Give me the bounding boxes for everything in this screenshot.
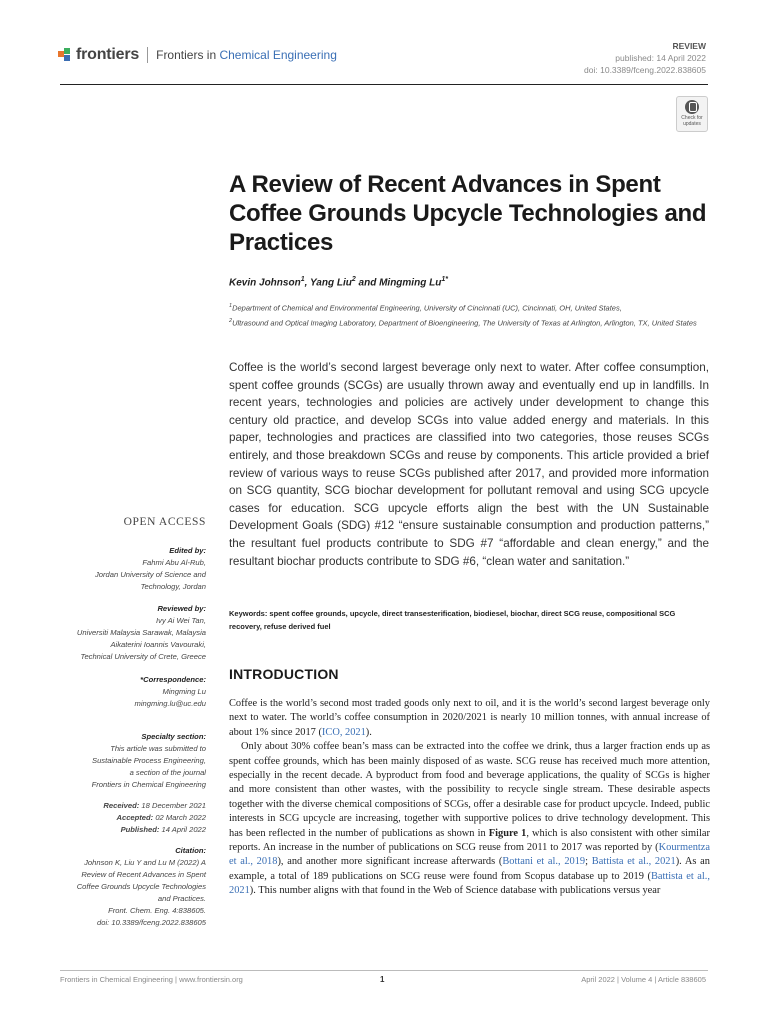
reviewer-line: Technical University of Crete, Greece [80, 652, 206, 661]
footer-journal[interactable]: Frontiers in Chemical Engineering | www.frontiersin.org [60, 975, 243, 984]
brand-name: frontiers [76, 46, 140, 63]
specialty-block [40, 731, 206, 791]
journal-name [156, 48, 337, 62]
affiliation: Department of Chemical and Environmental Engineering, University of Cincinnati (UC), Cincinnati, OH, United States, [232, 303, 622, 313]
specialty-line: a section of the journal [129, 768, 206, 777]
affiliation: Ultrasound and Optical Imaging Laboratory, Department of Bioengineering, The University of Texas at Arlington, Arlington, TX, United States [232, 318, 697, 327]
frontiers-logo-icon [58, 48, 72, 62]
citation-doi[interactable]: doi: 10.3389/fceng.2022.838605 [97, 918, 206, 927]
check-for-updates-badge[interactable] [676, 96, 708, 132]
citation-line: Johnson K, Liu Y and Lu M (2022) A [84, 858, 206, 867]
badge-label: Check for updates [681, 115, 703, 127]
affiliations [229, 300, 719, 329]
reviewer-line: Aikaterini Ioannis Vavouraki, [110, 640, 206, 649]
specialty-label: Specialty section: [141, 732, 206, 741]
affil-sup: 1 [229, 303, 233, 309]
correspondence-label: *Correspondence: [140, 675, 206, 684]
author-name[interactable]: Yang Liu [309, 277, 352, 289]
open-access-label: OPEN ACCESS [123, 516, 206, 528]
received-value: 18 December 2021 [141, 801, 206, 810]
section-heading: INTRODUCTION [229, 666, 339, 682]
citation-line: Review of Recent Advances in Spent [81, 870, 206, 879]
specialty-line: Frontiers in Chemical Engineering [91, 780, 206, 789]
reviewer-line: Universiti Malaysia Sarawak, Malaysia [76, 628, 206, 637]
published-date-side [40, 824, 206, 836]
paragraph [229, 740, 710, 898]
reviewed-by-label: Reviewed by: [157, 604, 206, 613]
correspondent-name: Mingming Lu [162, 687, 206, 696]
specialty-line: This article was submitted to [110, 744, 206, 753]
page-number: 1 [380, 975, 385, 984]
footer-issue: April 2022 | Volume 4 | Article 838605 [581, 975, 706, 984]
citation-link[interactable]: Battista et al., 2021 [229, 870, 710, 897]
edited-by-block [40, 545, 206, 593]
author-list [229, 276, 448, 288]
citation-link[interactable]: Battista et al., 2021 [591, 856, 676, 868]
text-run: ). As an example, a total of 189 publications on SCG reuse were found from Scopus database up to 2019 ( [229, 856, 710, 882]
text-run: ; [585, 856, 592, 868]
accepted-label: Accepted: [116, 813, 154, 822]
text-run: ). [365, 726, 372, 738]
text-run: Coffee is the world’s second most traded goods only next to oil, and it is the world’s second largest beverage only next to water. The world’s coffee consumption in 2020/2021 is nearly 10 million tonnes, with annual increase of about 1% since 2017 ( [229, 698, 710, 738]
dates-block [40, 800, 206, 836]
figure-link[interactable]: Figure 1 [488, 827, 527, 839]
doi-link[interactable]: doi: 10.3389/fceng.2022.838605 [584, 65, 706, 75]
correspondent-email[interactable]: mingming.lu@uc.edu [134, 699, 206, 708]
citation-label: Citation: [175, 846, 206, 855]
citation-line: and Practices. [157, 894, 206, 903]
footer-divider [60, 970, 708, 971]
reviewed-by-block [40, 603, 206, 663]
header-divider [60, 84, 708, 85]
accepted-value: 02 March 2022 [155, 813, 206, 822]
editor-line: Jordan University of Science and [94, 570, 206, 579]
author-affil-sup: 1* [441, 276, 448, 283]
editor-line: Technology, Jordan [140, 582, 206, 591]
citation-link[interactable]: ICO, 2021 [321, 726, 366, 738]
author-name[interactable]: Kevin Johnson [229, 277, 301, 289]
author-separator: , [304, 277, 310, 289]
text-run: ), and another more significant increase afterwards ( [277, 856, 503, 868]
specialty-line: Sustainable Process Engineering, [92, 756, 206, 765]
edited-by-label: Edited by: [169, 546, 206, 555]
affil-sup: 2 [229, 317, 233, 324]
text-run: Only about 30% coffee bean’s mass can be extracted into the coffee we drink, thus a larger fraction ends up as spent coffee grounds, which has been mainly disposed of as waste. SCG reuse has received much more attention, especially in the recent decade. A byproduct from food and beverage applications, the quality of SCGs is higher and more consistent than other wastes, with the possibility to recycle single stream. These desirable aspects together with the diverse chemical compositions of SCGs, offer a desirable case for product upcycle. Indeed, public interests in SCG upcycle are increasing, together with supportive polices to drive technology development. This has been reflected in the number of publications as shown in [229, 741, 710, 839]
keywords: Keywords: spent coffee grounds, upcycle, direct transesterification, biodiesel, biochar, direct SCG reuse, compositional SCG recovery, refuse derived fuel [229, 609, 676, 631]
editor-line: Fahmi Abu Al-Rub, [142, 558, 206, 567]
author-separator: and [355, 277, 380, 289]
correspondence-block [40, 674, 206, 710]
citation-block [40, 845, 206, 929]
author-affil-sup: 1 [300, 276, 305, 283]
bookmark-icon [685, 100, 699, 114]
received-label: Received: [103, 801, 140, 810]
citation-link[interactable]: Kourmentza et al., 2018 [229, 842, 710, 868]
text-run: , which is also consistent with other similar reports. An increase in the number of publications on SCG reuse from 2011 to 2017 was reported by ( [229, 827, 710, 854]
citation-line: Front. Chem. Eng. 4:838605. [108, 906, 206, 915]
logo-divider [147, 47, 148, 63]
article-meta [584, 40, 706, 76]
journal-prefix: Frontiers in [156, 48, 220, 62]
abstract: Coffee is the world’s second largest beverage only next to water. After coffee consumption, spent coffee grounds (SCGs) are usually thrown away and eventually end up in landfills. In recent years, technologies and policies are actively under development to change this century old practice, and develop SCGs into value added energy and materials. In this paper, technologies and practices are classified into two categories, those reuses SCGs entirely, and those breakdown SCGs and reuse by components. This article provided a brief review of various ways to reuse SCGs published after 2017, and provided more information on SCG quantity, SCG biochar development for pollutant removal and using SCG upcycle cases for education. SCG upcycle efforts align the best with the UN Sustainable Development Goals (SDG) #12 “ensure sustainable consumption and production patterns,” the resultant fuel products contribute to SDG #7 “affordable and clean energy,” and the resultant biochar products contribute to SDG #6, “clean water and sanitation.” [229, 361, 709, 568]
paragraph [229, 697, 710, 740]
received-date [40, 800, 206, 812]
citation-link[interactable]: Bottani et al., 2019 [502, 856, 586, 868]
author-name[interactable]: Mingming Lu [379, 277, 442, 289]
article-type: REVIEW [672, 41, 706, 51]
published-label: Published: [120, 825, 160, 834]
publisher-logo [58, 46, 337, 64]
article-title: A Review of Recent Advances in Spent Coffee Grounds Upcycle Technologies and Practices [229, 171, 707, 256]
body-text [229, 697, 710, 899]
journal-accent: Chemical Engineering [219, 48, 337, 62]
reviewer-line: Ivy Ai Wei Tan, [156, 616, 206, 625]
published-date: published: 14 April 2022 [615, 53, 706, 63]
author-affil-sup: 2 [351, 276, 356, 283]
accepted-date [40, 812, 206, 824]
citation-line: Coffee Grounds Upcycle Technologies [76, 882, 206, 891]
published-value: 14 April 2022 [161, 825, 206, 834]
text-run: ). This number aligns with that found in the Web of Science database with publications versus year [249, 885, 661, 897]
